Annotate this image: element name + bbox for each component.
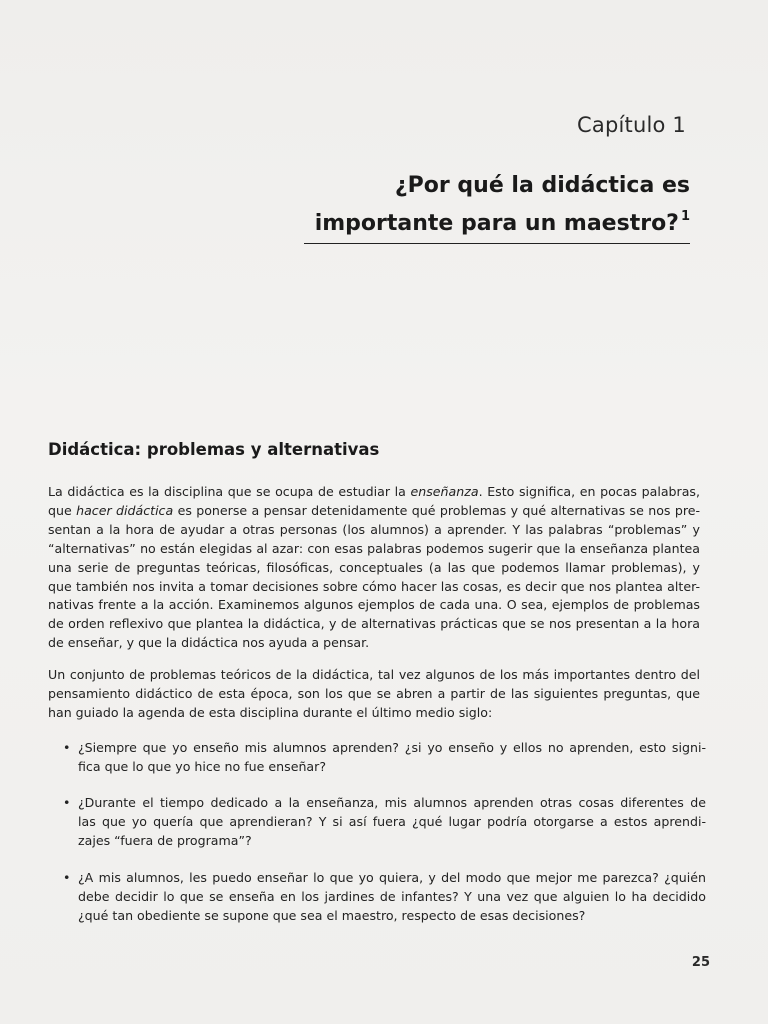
paragraph-line: han guiado la agenda de esta disciplina durante el último medio siglo: — [48, 704, 493, 720]
paragraph-line: de orden reflexivo que plantea la didáctica, y de alternativas prácticas que se nos presentan a la hora — [48, 616, 700, 632]
list-item-line: ¿A mis alumnos, les puedo enseñar lo que yo quiera, y del modo que mejor me parezca? ¿quién — [78, 870, 706, 885]
chapter-title-line-2 — [315, 201, 690, 239]
footnote-marker[interactable]: 1 — [680, 209, 690, 224]
paragraph-1 — [48, 483, 700, 653]
paragraph-2 — [48, 666, 700, 723]
chapter-title-line-2-text: importante para un maestro? — [314, 211, 679, 236]
list-item — [63, 794, 706, 851]
page-number: 25 — [691, 955, 710, 970]
emphasis-hacer-didactica: hacer didáctica — [76, 502, 174, 518]
paragraph-line: sentan a la hora de ayudar a otras personas (los alumnos) a aprender. Y las palabras “problemas” y — [48, 521, 700, 537]
section-heading: Didáctica: problemas y alternativas — [48, 440, 380, 459]
bullet-icon: • — [63, 740, 71, 755]
list-item-line: zajes “fuera de programa”? — [78, 832, 252, 848]
list-item-line: ¿qué tan obediente se supone que sea el maestro, respecto de esas decisiones? — [78, 907, 586, 923]
list-item — [63, 739, 706, 777]
bullet-icon: • — [63, 795, 71, 810]
list-item-line: fica que lo que yo hice no fue enseñar? — [78, 758, 327, 774]
paragraph-line: nativas frente a la acción. Examinemos algunos ejemplos de cada una. O sea, ejemplos de problemas — [48, 597, 700, 613]
chapter-label: Capítulo 1 — [577, 113, 686, 137]
paragraph-line: La didáctica es la disciplina que se ocupa de estudiar la enseñanza. Esto significa, en pocas palabras, — [48, 484, 700, 499]
list-item-line: las que yo quería que aprendieran? Y si así fuera ¿qué lugar podría otorgarse a estos aprendi- — [78, 813, 706, 829]
paragraph-line: “alternativas” no están elegidas al azar: con esas palabras podemos sugerir que la enseñanza plantea — [48, 540, 700, 556]
list-item — [63, 869, 706, 926]
paragraph-line: de enseñar, y que la didáctica nos ayuda a pensar. — [48, 635, 370, 651]
bullet-icon: • — [63, 870, 71, 885]
paragraph-line: que hacer didáctica es ponerse a pensar detenidamente qué problemas y qué alternativas se nos pre- — [48, 502, 701, 518]
title-underline-rule — [304, 243, 690, 244]
list-item-line: ¿Durante el tiempo dedicado a la enseñanza, mis alumnos aprenden otras cosas diferentes de — [78, 795, 706, 810]
paragraph-line: Un conjunto de problemas teóricos de la didáctica, tal vez algunos de los más importantes dentro del — [48, 667, 700, 682]
paragraph-line: pensamiento didáctico de esta época, son los que se abren a partir de las siguientes preguntas, que — [48, 685, 700, 701]
list-item-line: ¿Siempre que yo enseño mis alumnos aprenden? ¿si yo enseño y ellos no aprenden, esto signi- — [78, 740, 706, 755]
emphasis-ensenanza: enseñanza — [410, 484, 479, 499]
paragraph-line: una serie de preguntas teóricas, filosóficas, conceptuales (a las que podemos llamar problemas), y — [48, 559, 700, 575]
list-item-line: debe decidir lo que se enseña en los jardines de infantes? Y una vez que alguien lo ha decidido — [78, 888, 706, 904]
chapter-title-line-1: ¿Por qué la didáctica es — [394, 173, 690, 198]
paragraph-line: que también nos invita a tomar decisiones sobre cómo hacer las cosas, es decir que nos plantea alter- — [48, 578, 700, 594]
chapter-title — [315, 170, 690, 239]
